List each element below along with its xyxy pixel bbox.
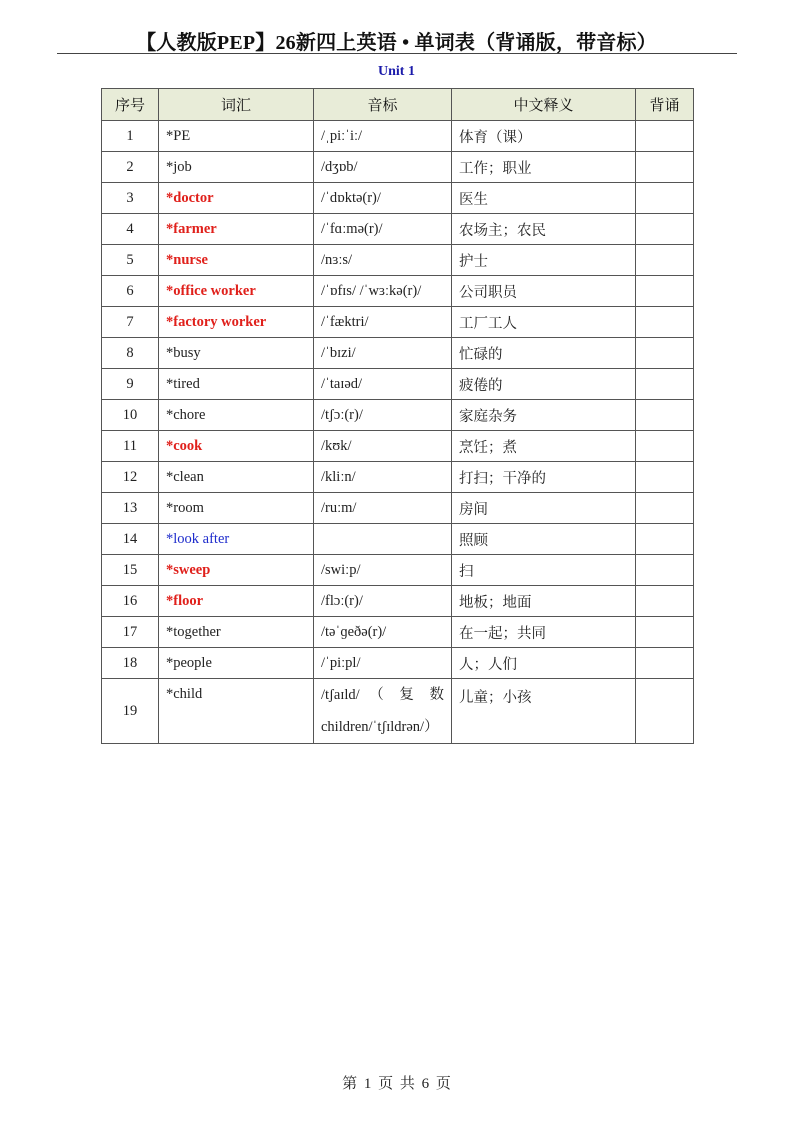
recite-checkbox-cell xyxy=(636,214,694,245)
recite-checkbox-cell xyxy=(636,493,694,524)
recite-checkbox-cell xyxy=(636,586,694,617)
column-header-meaning: 中文释义 xyxy=(452,89,636,121)
table-row xyxy=(102,307,694,338)
recite-checkbox-cell xyxy=(636,462,694,493)
meaning-cell: 体育（课） xyxy=(452,121,636,152)
table-row xyxy=(102,369,694,400)
table-row xyxy=(102,617,694,648)
meaning-cell: 护士 xyxy=(452,245,636,276)
vocabulary-table xyxy=(101,88,694,744)
column-header-phonetic: 音标 xyxy=(314,89,452,121)
phonetic-cell: /dʒɒb/ xyxy=(314,152,452,183)
phonetic-cell: /ˌpiːˈiː/ xyxy=(314,121,452,152)
table-row xyxy=(102,214,694,245)
page-number-footer: 第 1 页 共 6 页 xyxy=(342,1076,451,1092)
recite-checkbox-cell xyxy=(636,524,694,555)
row-number-cell: 17 xyxy=(102,617,159,648)
phonetic-cell: /tʃɔː(r)/ xyxy=(314,400,452,431)
vocab-word-cell: *job xyxy=(159,152,314,183)
table-row xyxy=(102,245,694,276)
recite-checkbox-cell xyxy=(636,276,694,307)
table-row xyxy=(102,276,694,307)
meaning-cell: 工厂工人 xyxy=(452,307,636,338)
vocab-word-cell: *nurse xyxy=(159,245,314,276)
vocab-word-cell: *farmer xyxy=(159,214,314,245)
unit-heading: Unit 1 xyxy=(378,64,415,79)
column-header-word: 词汇 xyxy=(159,89,314,121)
phonetic-cell: /ˈfæktri/ xyxy=(314,307,452,338)
document-header-title: 【人教版PEP】26新四上英语 • 单词表（背诵版，带音标） xyxy=(136,32,657,54)
header-divider xyxy=(57,53,737,54)
meaning-cell: 农场主；农民 xyxy=(452,214,636,245)
row-number-cell: 18 xyxy=(102,648,159,679)
row-number-cell: 3 xyxy=(102,183,159,214)
recite-checkbox-cell xyxy=(636,369,694,400)
meaning-cell: 家庭杂务 xyxy=(452,400,636,431)
recite-checkbox-cell xyxy=(636,431,694,462)
table-row xyxy=(102,524,694,555)
row-number-cell: 8 xyxy=(102,338,159,369)
table-row xyxy=(102,586,694,617)
meaning-cell: 扫 xyxy=(452,555,636,586)
meaning-cell: 打扫；干净的 xyxy=(452,462,636,493)
row-number-cell: 5 xyxy=(102,245,159,276)
table-row xyxy=(102,338,694,369)
recite-checkbox-cell xyxy=(636,617,694,648)
vocab-word-cell: *look after xyxy=(159,524,314,555)
recite-checkbox-cell xyxy=(636,555,694,586)
row-number-cell: 11 xyxy=(102,431,159,462)
vocab-word-cell: *doctor xyxy=(159,183,314,214)
vocab-word-cell: *chore xyxy=(159,400,314,431)
table-row xyxy=(102,431,694,462)
vocab-word-cell: *office worker xyxy=(159,276,314,307)
row-number-cell: 4 xyxy=(102,214,159,245)
recite-checkbox-cell xyxy=(636,245,694,276)
phonetic-cell: /kliːn/ xyxy=(314,462,452,493)
row-number-cell: 12 xyxy=(102,462,159,493)
vocab-word-cell: *sweep xyxy=(159,555,314,586)
row-number-cell: 1 xyxy=(102,121,159,152)
vocab-word-cell: *together xyxy=(159,617,314,648)
phonetic-cell: /flɔː(r)/ xyxy=(314,586,452,617)
row-number-cell: 15 xyxy=(102,555,159,586)
recite-checkbox-cell xyxy=(636,183,694,214)
phonetic-cell: /ˈdɒktə(r)/ xyxy=(314,183,452,214)
row-number-cell: 2 xyxy=(102,152,159,183)
vocab-word-cell: *clean xyxy=(159,462,314,493)
table-row xyxy=(102,462,694,493)
recite-checkbox-cell xyxy=(636,400,694,431)
row-number-cell: 10 xyxy=(102,400,159,431)
meaning-cell: 照顾 xyxy=(452,524,636,555)
meaning-cell: 儿童；小孩 xyxy=(452,679,636,744)
vocab-word-cell: *child xyxy=(159,679,314,744)
table-header-row xyxy=(102,89,694,121)
table-row xyxy=(102,493,694,524)
phonetic-cell: /ˈtaɪəd/ xyxy=(314,369,452,400)
row-number-cell: 16 xyxy=(102,586,159,617)
column-header-recite: 背诵 xyxy=(636,89,694,121)
phonetic-cell: /nɜːs/ xyxy=(314,245,452,276)
recite-checkbox-cell xyxy=(636,648,694,679)
phonetic-cell: /təˈɡeðə(r)/ xyxy=(314,617,452,648)
phonetic-cell: /kʊk/ xyxy=(314,431,452,462)
meaning-cell: 工作；职业 xyxy=(452,152,636,183)
table-row xyxy=(102,679,694,744)
vocab-word-cell: *floor xyxy=(159,586,314,617)
phonetic-cell: /ruːm/ xyxy=(314,493,452,524)
vocab-word-cell: *room xyxy=(159,493,314,524)
row-number-cell: 9 xyxy=(102,369,159,400)
phonetic-cell: /ˈfɑːmə(r)/ xyxy=(314,214,452,245)
table-row xyxy=(102,152,694,183)
recite-checkbox-cell xyxy=(636,152,694,183)
phonetic-cell: /ˈpiːpl/ xyxy=(314,648,452,679)
table-row xyxy=(102,400,694,431)
vocab-word-cell: *busy xyxy=(159,338,314,369)
table-row xyxy=(102,183,694,214)
row-number-cell: 19 xyxy=(102,679,159,744)
phonetic-cell: /tʃaɪld/ （ 复 数 children/ˈtʃɪldrən/） xyxy=(314,679,452,744)
phonetic-cell xyxy=(314,524,452,555)
meaning-cell: 忙碌的 xyxy=(452,338,636,369)
recite-checkbox-cell xyxy=(636,307,694,338)
meaning-cell: 烹饪；煮 xyxy=(452,431,636,462)
meaning-cell: 公司职员 xyxy=(452,276,636,307)
meaning-cell: 在一起；共同 xyxy=(452,617,636,648)
vocab-word-cell: *tired xyxy=(159,369,314,400)
column-header-number: 序号 xyxy=(102,89,159,121)
row-number-cell: 13 xyxy=(102,493,159,524)
row-number-cell: 14 xyxy=(102,524,159,555)
row-number-cell: 6 xyxy=(102,276,159,307)
phonetic-cell: /swiːp/ xyxy=(314,555,452,586)
table-row xyxy=(102,648,694,679)
recite-checkbox-cell xyxy=(636,679,694,744)
table-row xyxy=(102,121,694,152)
row-number-cell: 7 xyxy=(102,307,159,338)
vocab-word-cell: *PE xyxy=(159,121,314,152)
meaning-cell: 人；人们 xyxy=(452,648,636,679)
meaning-cell: 疲倦的 xyxy=(452,369,636,400)
phonetic-cell: /ˈɒfɪs/ /ˈwɜːkə(r)/ xyxy=(314,276,452,307)
vocab-word-cell: *cook xyxy=(159,431,314,462)
vocab-word-cell: *people xyxy=(159,648,314,679)
meaning-cell: 医生 xyxy=(452,183,636,214)
meaning-cell: 地板；地面 xyxy=(452,586,636,617)
vocab-word-cell: *factory worker xyxy=(159,307,314,338)
meaning-cell: 房间 xyxy=(452,493,636,524)
table-body xyxy=(102,121,694,744)
phonetic-cell: /ˈbɪzi/ xyxy=(314,338,452,369)
recite-checkbox-cell xyxy=(636,338,694,369)
table-row xyxy=(102,555,694,586)
recite-checkbox-cell xyxy=(636,121,694,152)
